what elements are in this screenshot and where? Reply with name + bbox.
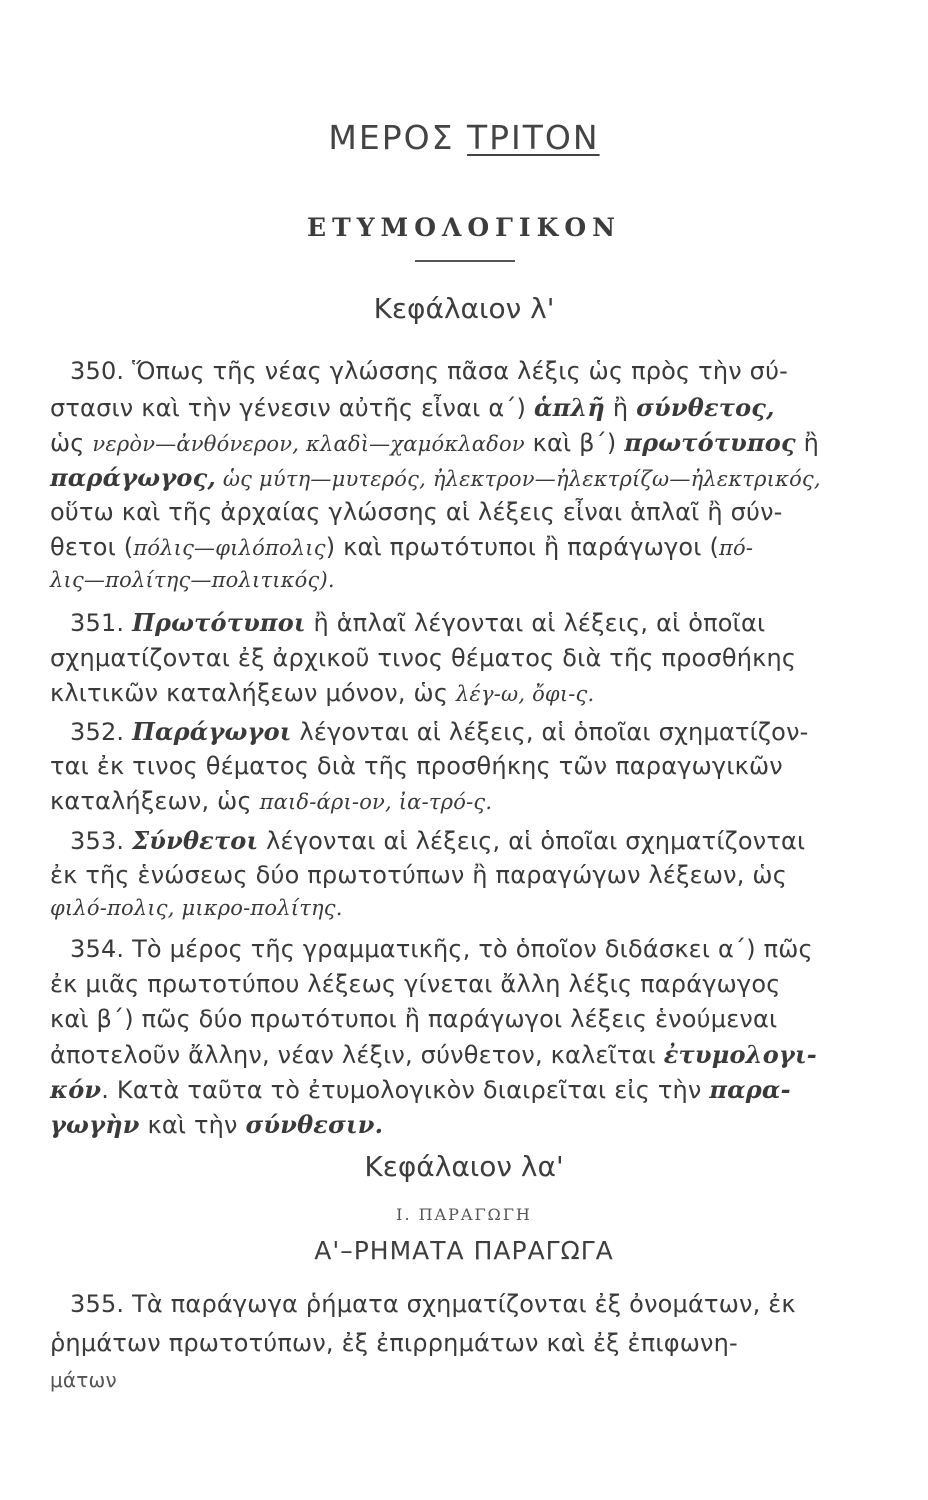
p355-line-2: ῥημάτων πρωτοτύπων, ἐξ ἐπιρρημάτων καὶ ἐξ ἐπιφωνη- xyxy=(50,1329,738,1357)
part-prefix: ΜΕΡΟΣ xyxy=(328,118,455,157)
p354-line-6: γωγὴν καὶ τὴν σύνθεσιν. xyxy=(50,1110,384,1139)
part-word: ΤΡΙΤΟΝ xyxy=(466,118,600,157)
p350-line-7: λις—πολίτης—πολιτικός). xyxy=(50,568,335,592)
p351-line-3: κλιτικῶν καταλήξεων μόνον, ὡς λέγ-ω, ὄφι-ς. xyxy=(50,679,595,707)
p352-line-3: καταλήξεων, ὡς παιδ-άρι-ον, ἰα-τρό-ς. xyxy=(50,787,493,815)
p350-line-1: 350. Ὅπως τῆς νέας γλώσσης πᾶσα λέξις ὡς πρὸς τὴν σύ- xyxy=(70,357,789,385)
p353-line-3: φιλό-πολις, μικρο-πολίτης. xyxy=(50,896,343,920)
p350-line-3: ὡς νερὸν—ἀνθόνερον, κλαδὶ—χαμόκλαδον καὶ β΄) πρωτότυπος ἢ xyxy=(50,428,820,457)
p350-line-6: θετοι (πόλις—φιλόπολις) καὶ πρωτότυποι ἢ παράγωγοι (πό- xyxy=(50,533,754,561)
subheading-1: Ι. ΠΑΡΑΓΩΓΗ xyxy=(396,1205,532,1224)
section-title: ΕΤΥΜΟΛΟΓΙΚΟΝ xyxy=(307,213,621,242)
p353-line-1: 353. Σύνθετοι λέγονται αἱ λέξεις, αἱ ὁποῖαι σχηματίζονται xyxy=(70,826,806,855)
p352-line-2: ται ἐκ τινος θέματος διὰ τῆς προσθήκης τῶν παραγωγικῶν xyxy=(50,752,783,780)
p350-line-2: στασιν καὶ τὴν γένεσιν αὐτῆς εἶναι α΄) ἁπλῆ ἢ σύνθετος, xyxy=(50,393,775,422)
p354-line-1: 354. Τὸ μέρος τῆς γραμματικῆς, τὸ ὁποῖον διδάσκει α΄) πῶς xyxy=(70,935,813,963)
title-rule xyxy=(415,260,515,262)
subheading-2: Α'–ΡΗΜΑΤΑ ΠΑΡΑΓΩΓΑ xyxy=(314,1236,614,1265)
p355-line-3: μάτων xyxy=(50,1368,117,1392)
p350-line-4: παράγωγος, ὡς μύτη—μυτερός, ἠλεκτρον—ἠλεκτρίζω—ἠλεκτρικός, xyxy=(50,463,821,492)
p354-line-3: καὶ β΄) πῶς δύο πρωτότυποι ἢ παράγωγοι λέξεις ἑνούμεναι xyxy=(50,1005,778,1033)
p355-line-1: 355. Τὰ παράγωγα ῥήματα σχηματίζονται ἐξ ὀνομάτων, ἐκ xyxy=(70,1290,796,1318)
p354-line-2: ἐκ μιᾶς πρωτοτύπου λέξεως γίνεται ἄλλη λέξις παράγωγος xyxy=(50,970,781,998)
chapter-heading-1: Κεφάλαιον λ' xyxy=(373,292,555,325)
p351-line-1: 351. Πρωτότυποι ἢ ἁπλαῖ λέγονται αἱ λέξεις, αἱ ὁποῖαι xyxy=(70,608,766,637)
p350-line-5: οὕτω καὶ τῆς ἀρχαίας γλώσσης αἱ λέξεις εἶναι ἁπλαῖ ἢ σύν- xyxy=(50,498,783,526)
p354-line-5: κόν. Κατὰ ταῦτα τὸ ἐτυμολογικὸν διαιρεῖται εἰς τὴν παρα- xyxy=(50,1075,791,1104)
p354-line-4: ἀποτελοῦν ἄλλην, νέαν λέξιν, σύνθετον, καλεῖται ἐτυμολογι- xyxy=(50,1040,817,1069)
p351-line-2: σχηματίζονται ἐξ ἀρχικοῦ τινος θέματος διὰ τῆς προσθήκης xyxy=(50,644,797,672)
chapter-heading-2: Κεφάλαιον λα' xyxy=(364,1150,564,1183)
part-title xyxy=(0,118,928,157)
p353-line-2: ἐκ τῆς ἑνώσεως δύο πρωτοτύπων ἢ παραγώγων λέξεων, ὡς xyxy=(50,861,787,889)
p352-line-1: 352. Παράγωγοι λέγονται αἱ λέξεις, αἱ ὁποῖαι σχηματίζον- xyxy=(70,717,809,746)
